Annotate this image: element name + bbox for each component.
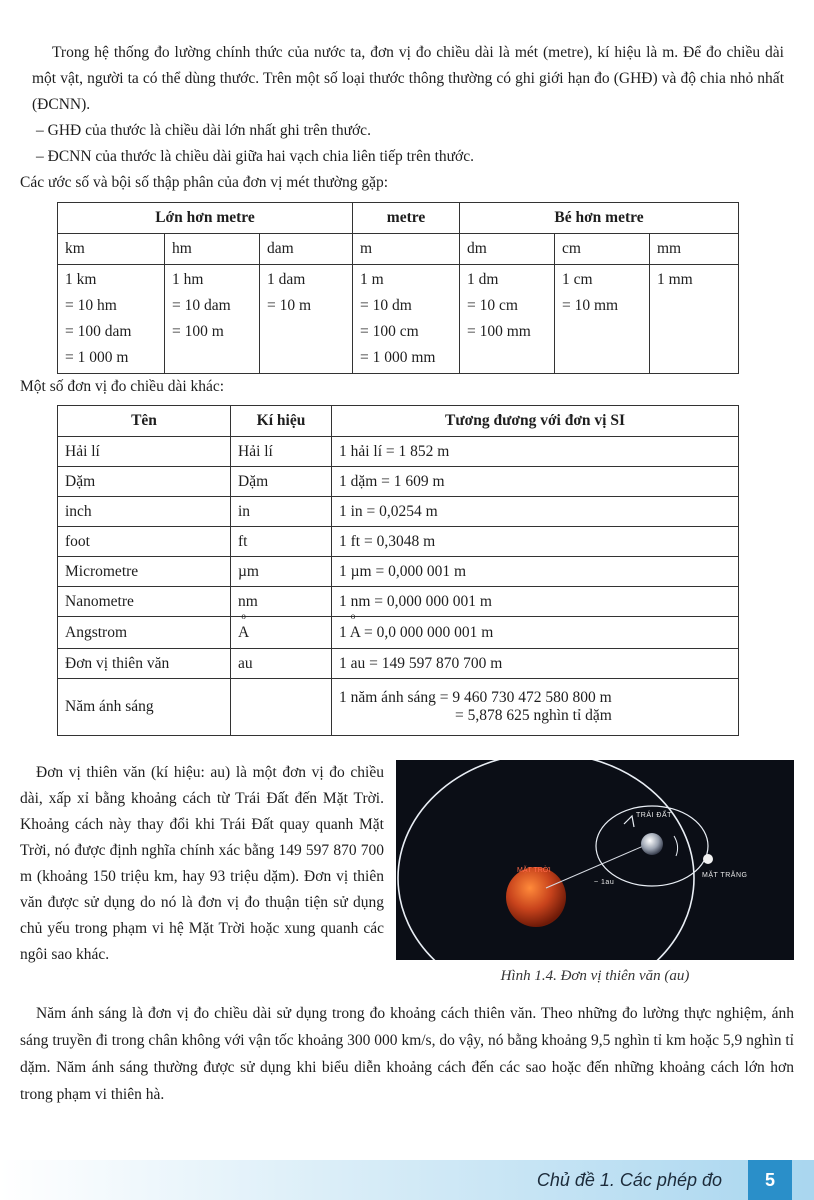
equivalent-line: 1 dm (467, 271, 499, 288)
equivalent-line: = 100 cm (360, 323, 419, 340)
chapter-title: Chủ đề 1. Các phép đo (536, 1170, 722, 1190)
equivalent-cell (260, 265, 353, 374)
space-background (396, 760, 794, 960)
metric-units-table (57, 202, 739, 374)
unit-cell: km (58, 234, 165, 265)
unit-symbol: Dặm (231, 467, 332, 497)
unit-name: Micrometre (58, 557, 231, 587)
equivalent-line: = 10 mm (562, 297, 619, 314)
equivalent-cell (58, 265, 165, 374)
header-name: Tên (58, 406, 231, 437)
equivalent-line: = 100 m (172, 323, 224, 340)
equivalent-line: 1 mm (657, 271, 693, 288)
earth-label: TRÁI ĐẤT (636, 812, 672, 819)
unit-si: 1 ft = 0,3048 m (332, 527, 739, 557)
angstrom-si-text: o 1 A = 0,0 000 000 001 m (339, 610, 494, 641)
unit-name: Angstrom (58, 617, 231, 649)
earth-icon (641, 833, 663, 855)
unit-name: inch (58, 497, 231, 527)
table-row (58, 587, 739, 617)
unit-name: Đơn vị thiên văn (58, 649, 231, 679)
group-header-larger: Lớn hơn metre (58, 203, 353, 234)
angstrom-symbol: o A (238, 610, 250, 641)
astronomical-unit-figure (396, 760, 794, 960)
intro-section (32, 40, 784, 170)
other-units-table (57, 405, 739, 736)
astronomical-unit-text (20, 760, 384, 968)
unit-si: 1 µm = 0,000 001 m (332, 557, 739, 587)
equivalent-line: = 100 mm (467, 323, 531, 340)
table-row (58, 437, 739, 467)
unit-cell: mm (650, 234, 739, 265)
moon-label: MẶT TRĂNG (702, 872, 748, 879)
table-row (58, 617, 739, 649)
equivalent-line: = 10 m (267, 297, 312, 314)
unit-name: Năm ánh sáng (58, 679, 231, 736)
unit-si (332, 679, 739, 736)
orbit-diagram (396, 760, 794, 960)
ghd-bullet: – GHĐ của thước là chiều dài lớn nhất ghi trên thước. (36, 122, 371, 139)
equivalent-line: = 10 hm (65, 297, 117, 314)
table-row (58, 557, 739, 587)
table-row (58, 497, 739, 527)
group-header-metre: metre (353, 203, 460, 234)
equivalent-cell (353, 265, 460, 374)
unit-si: 1 in = 0,0254 m (332, 497, 739, 527)
equivalent-cell (555, 265, 650, 374)
equivalent-cell (165, 265, 260, 374)
equivalent-line: 1 hm (172, 271, 204, 288)
page-footer (0, 1160, 814, 1200)
equivalent-line: = 10 dm (360, 297, 412, 314)
unit-symbol: in (231, 497, 332, 527)
moon-icon (703, 854, 713, 864)
unit-symbol: au (231, 649, 332, 679)
intro-paragraph: Trong hệ thống đo lường chính thức của nước ta, đơn vị đo chiều dài là mét (metre), kí hiệu là m. Để đo chiều dài một vật, người ta có thể dùng thước. Trên một số loại thước thông thường có ghi giới hạn đo (GHĐ) và độ chia nhỏ nhất (ĐCNN). (32, 44, 784, 113)
light-year-paragraph: Năm ánh sáng là đơn vị đo chiều dài sử dụng trong đo khoảng cách thiên văn. Theo những đo lường thực nghiệm, ánh sáng truyền đi trong chân không với vận tốc khoảng 300 000 km/s, do vậy, nó bằng khoảng 9,5 nghìn tỉ km hoặc 5,9 nghìn tỉ dặm. Năm ánh sáng thường được sử dụng khi biểu diễn khoảng cách đến các sao hoặc đến những khoảng cách lớn hơn trong phạm vi thiên hà. (20, 1005, 794, 1103)
table2-caption: Một số đơn vị đo chiều dài khác: (20, 378, 225, 395)
equivalent-line: = 10 dam (172, 297, 231, 314)
equivalent-line: 1 dam (267, 271, 306, 288)
dcnn-bullet: – ĐCNN của thước là chiều dài giữa hai vạch chia liên tiếp trên thước. (36, 148, 474, 165)
unit-cell: m (353, 234, 460, 265)
unit-si (332, 610, 739, 649)
unit-name: foot (58, 527, 231, 557)
unit-name: Dặm (58, 467, 231, 497)
header-si: Tương đương với đơn vị SI (332, 406, 739, 437)
unit-name: Nanometre (58, 587, 231, 617)
unit-cell: dm (460, 234, 555, 265)
light-year-text (20, 1000, 794, 1108)
table-row (58, 467, 739, 497)
table-row (58, 527, 739, 557)
table-row (58, 649, 739, 679)
table1-caption: Các ước số và bội số thập phân của đơn vị mét thường gặp: (20, 174, 389, 191)
distance-label: ~ 1au (594, 879, 615, 886)
equivalent-cell (650, 265, 739, 374)
unit-symbol: Hải lí (231, 437, 332, 467)
sun-icon (506, 867, 566, 927)
unit-symbol: nm (231, 587, 332, 617)
equivalent-line: 1 km (65, 271, 97, 288)
equivalent-line: 1 cm (562, 271, 593, 288)
equivalent-line: 1 m (360, 271, 384, 288)
unit-name: Hải lí (58, 437, 231, 467)
astro-paragraph: Đơn vị thiên văn (kí hiệu: au) là một đơn vị đo chiều dài, xấp xỉ bằng khoảng cách từ Trái Đất đến Mặt Trời. Khoảng cách này thay đổi khi Trái Đất quay quanh Mặt Trời, nó được định nghĩa chính xác bằng 149 597 870 700 m (khoảng 150 triệu km, hay 93 triệu dặm). Đơn vị thiên văn được sử dụng do nó là đơn vị đo thuận tiện sử dụng chủ yếu trong phạm vi hệ Mặt Trời hoặc xung quanh các ngôi sao khác. (20, 764, 384, 963)
group-header-smaller: Bé hơn metre (460, 203, 739, 234)
equivalent-line: = 100 dam (65, 323, 132, 340)
equivalent-line: = 1 000 m (65, 349, 129, 366)
equivalent-line: = 10 cm (467, 297, 518, 314)
page-number: 5 (748, 1160, 792, 1200)
unit-si: 1 hải lí = 1 852 m (332, 437, 739, 467)
unit-cell: hm (165, 234, 260, 265)
header-symbol: Kí hiệu (231, 406, 332, 437)
lightyear-si-line2: = 5,878 625 nghìn tỉ dặm (455, 707, 612, 724)
equivalent-line: = 1 000 mm (360, 349, 436, 366)
unit-symbol: µm (231, 557, 332, 587)
unit-si: 1 nm = 0,000 000 001 m (332, 587, 739, 617)
unit-cell: cm (555, 234, 650, 265)
sun-label: MẶT TRỜI (517, 867, 551, 874)
lightyear-si-line1: 1 năm ánh sáng = 9 460 730 472 580 800 m (339, 689, 612, 706)
unit-symbol (231, 610, 332, 649)
unit-symbol: ft (231, 527, 332, 557)
unit-symbol (231, 679, 332, 736)
unit-si: 1 au = 149 597 870 700 m (332, 649, 739, 679)
figure-caption: Hình 1.4. Đơn vị thiên văn (au) (500, 968, 690, 984)
table-row (58, 679, 739, 736)
unit-si: 1 dặm = 1 609 m (332, 467, 739, 497)
equivalent-cell (460, 265, 555, 374)
unit-cell: dam (260, 234, 353, 265)
